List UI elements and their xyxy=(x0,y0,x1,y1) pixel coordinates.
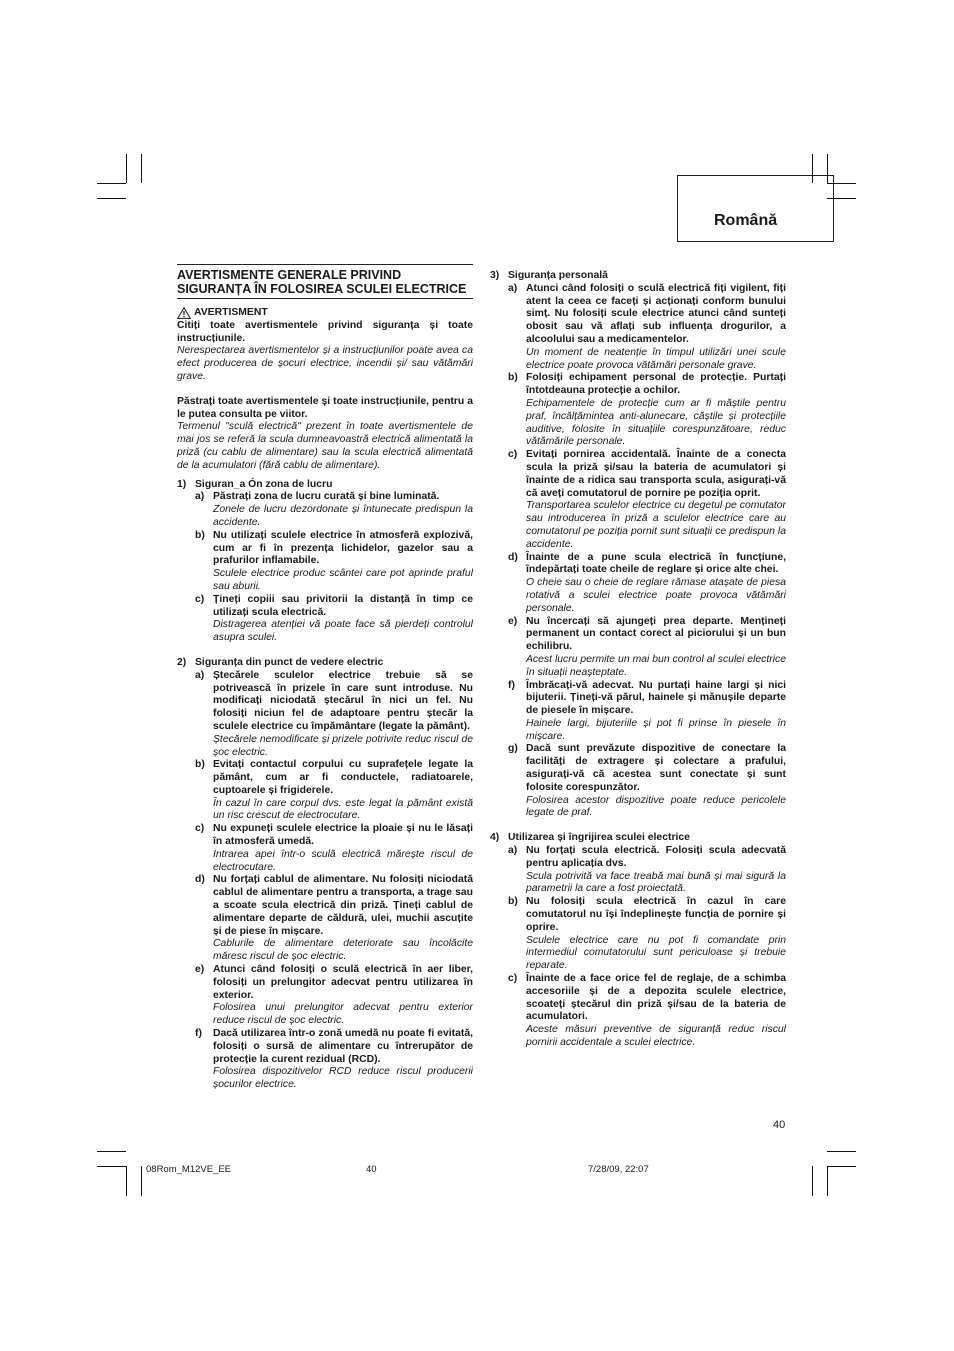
item-explanation: O cheie sau o cheie de reglare rămase atașate de piesa rotativă a sculei electrice poate provoca vătămări personale. xyxy=(526,577,786,614)
warning-italic-1: Nerespectarea avertismentelor și a instrucțiunilor poate avea ca efect producerea de șocuri electrice, incendii și/ sau vătămări grave. xyxy=(177,345,473,382)
item-explanation: Transportarea sculelor electrice cu degetul pe comutator sau introducerea în priză a sculelor electrice care au comutatorul pe poziția pornit sunt situații ce predispun la accidente. xyxy=(526,500,786,550)
section-title: AVERTISMENTE GENERALE PRIVIND SIGURANȚA ÎN FOLOSIREA SCULEI ELECTRICE xyxy=(177,264,473,299)
item-letter: c) xyxy=(195,823,205,835)
list-item xyxy=(177,1028,473,1092)
section-heading xyxy=(490,832,786,845)
item-explanation: În cazul în care corpul dvs. este legat la pământ există un risc crescut de electrocutare. xyxy=(213,797,473,822)
item-letter: b) xyxy=(508,896,518,908)
section-heading-text: Siguranța personală xyxy=(508,270,608,281)
item-instruction: Ștecărele sculelor electrice trebuie să se potrivească în prizele în care sunt introduse. Nu modificați niciodată ștecărul în nici un fel. Nu folosiți niciun fel de adaptoare pentru ștecăr la sculele electrice cu împământare (legate la pământ). xyxy=(213,669,473,732)
item-instruction: Nu folosiți scula electrică în cazul în care comutatorul nu își îndeplinește funcția de pornire și oprire. xyxy=(526,896,786,933)
item-letter: c) xyxy=(508,449,518,461)
item-instruction: Înainte de a face orice fel de reglaje, de a schimba accesoriile și de a depozita sculele electrice, scoateți ștecărul din priză și/sau de la bateria de acumulatori. xyxy=(526,973,786,1023)
section-number: 3) xyxy=(490,270,500,281)
item-instruction: Nu utilizați sculele electrice în atmosferă explozivă, cum ar fi în prezența lichidelor, gazelor sau a prafurilor inflamabile. xyxy=(213,529,473,567)
item-letter: c) xyxy=(195,593,205,605)
item-letter: c) xyxy=(508,973,518,985)
page-number: 40 xyxy=(773,1119,786,1131)
list-item xyxy=(177,670,473,760)
list-item xyxy=(177,874,473,964)
item-instruction: Evitați pornirea accidentală. Înainte de a conecta scula la priză și/sau la bateria de acumulatori și înainte de a ridica sau transporta scula, asigurați-vă că aveți comutatorul de pornire pe poziția oprit. xyxy=(526,449,786,499)
list-item xyxy=(177,530,473,594)
item-letter: d) xyxy=(508,551,518,563)
section-number: 2) xyxy=(177,656,187,668)
item-explanation: Zonele de lucru dezordonate și întunecate predispun la accidente. xyxy=(213,504,473,528)
footer-date: 7/28/09, 22:07 xyxy=(588,1164,649,1175)
item-letter: a) xyxy=(195,669,205,681)
list-item xyxy=(490,973,786,1050)
item-instruction: Țineți copiii sau privitorii la distanță în timp ce utilizați scula electrică. xyxy=(213,593,473,618)
item-instruction: Nu încercați să ajungeți prea departe. Mențineți permanent un contact corect al piciorului și un bun echilibru. xyxy=(526,615,786,653)
list-item xyxy=(490,616,786,680)
list-item xyxy=(490,743,786,820)
item-explanation: Echipamentele de protecție cum ar fi măștile pentru praf, încălțămintea anti-alunecare, căștile și protecțiile auditive, folosite în situațiile corespunzătoare, reduc vătămările personale. xyxy=(526,397,786,448)
list-item xyxy=(490,896,786,973)
item-explanation: Sculele electrice produc scântei care pot aprinde praful sau aburii. xyxy=(213,568,473,592)
item-explanation: Sculele electrice care nu pot fi comandate prin intermediul comutatorului sunt periculoase și trebuie reparate. xyxy=(526,934,786,972)
item-explanation: Cablurile de alimentare deteriorate sau încolăcite măresc riscul de șoc electric. xyxy=(213,938,473,963)
item-letter: d) xyxy=(195,874,205,886)
item-explanation: Intrarea apei într-o sculă electrică mărește riscul de electrocutare. xyxy=(213,848,473,873)
list-item xyxy=(177,759,473,823)
item-letter: b) xyxy=(195,759,205,771)
item-instruction: Păstrați zona de lucru curată și bine luminată. xyxy=(213,491,440,503)
left-column xyxy=(177,264,473,1092)
item-letter: a) xyxy=(195,491,205,503)
list-item xyxy=(490,372,786,449)
item-letter: g) xyxy=(508,743,518,755)
language-tab xyxy=(677,175,834,242)
footer-file: 08Rom_M12VE_EE xyxy=(146,1164,232,1175)
item-explanation: Aceste măsuri preventive de siguranță reduc riscul pornirii accidentale a sculei electrice. xyxy=(526,1024,786,1049)
warning-bold-1: Citiți toate avertismentele privind siguranța și toate instrucțiunile. xyxy=(177,319,473,344)
item-instruction: Înainte de a pune scula electrică în funcțiune, îndepărtați toate cheile de reglare și orice alte chei. xyxy=(526,551,786,576)
list-item xyxy=(490,552,786,616)
item-instruction: Nu forțați scula electrică. Folosiți scula adecvată pentru aplicația dvs. xyxy=(526,845,786,869)
item-letter: a) xyxy=(508,845,518,857)
item-letter: e) xyxy=(195,964,205,976)
right-column xyxy=(490,264,786,1050)
item-instruction: Dacă sunt prevăzute dispozitive de conectare la facilități de extragere și colectare a prafului, asigurați-vă că acestea sunt conectate și sunt folosite corespunzător. xyxy=(526,743,786,793)
section-heading xyxy=(177,657,473,670)
list-item xyxy=(177,823,473,874)
warning-heading xyxy=(177,307,473,320)
item-instruction: Îmbrăcați-vă adecvat. Nu purtați haine largi și nici bijuterii. Țineți-vă părul, hainele și mănușile departe de piesele în mișcare. xyxy=(526,679,786,717)
section-heading-text: Utilizarea și îngrijirea sculei electrice xyxy=(508,832,690,844)
list-item xyxy=(490,845,786,896)
item-explanation: Folosirea acestor dispozitive poate reduce pericolele legate de praf. xyxy=(526,794,786,819)
item-explanation: Scula potrivită va face treabă mai bună și mai sigură la parametrii la care a fost proiectată. xyxy=(526,870,786,895)
warning-italic-2: Termenul "sculă electrică" prezent în toate avertismentele de mai jos se referă la scula dumneavoastră electrică alimentată la priză (cu cablu de alimentare) sau la scula electrică alimentată de la acumulatori (fără cablu de alimentare). xyxy=(177,421,473,471)
item-explanation: Folosirea dispozitivelor RCD reduce riscul producerii șocurilor electrice. xyxy=(213,1066,473,1091)
item-explanation: Hainele largi, bijuteriile și pot fi prinse în piesele în mișcare. xyxy=(526,717,786,742)
item-instruction: Nu forțați cablul de alimentare. Nu folosiți niciodată cablul de alimentare pentru a transporta, a trage sau a scoate scula electrică din priză. Țineți cablul de alimentare departe de căldură, ulei, muchii ascuțite și de piese în mișcare. xyxy=(213,874,473,937)
item-letter: e) xyxy=(508,615,518,627)
item-letter: b) xyxy=(508,372,518,384)
list-item xyxy=(177,964,473,1028)
item-letter: b) xyxy=(195,529,205,541)
item-instruction: Evitați contactul corpului cu suprafețele legate la pământ, cum ar fi conductele, radiatoarele, cuptoarele și frigiderele. xyxy=(213,759,473,796)
item-instruction: Nu expuneți sculele electrice la ploaie și nu le lăsați în atmosferă umedă. xyxy=(213,823,473,848)
section-heading xyxy=(490,270,786,283)
section-heading xyxy=(177,479,473,492)
list-item xyxy=(490,680,786,744)
item-explanation: Distragerea atenției vă poate face să pierdeți controlul asupra sculei. xyxy=(213,619,473,644)
list-item xyxy=(177,491,473,529)
item-instruction: Atunci când folosiți o sculă electrică în aer liber, folosiți un prelungitor adecvat pentru utilizarea în exterior. xyxy=(213,964,473,1001)
item-explanation: Ștecărele nemodificate și prizele potrivite reduc riscul de șoc electric. xyxy=(213,733,473,758)
item-instruction: Dacă utilizarea într-o zonă umedă nu poate fi evitată, folosiți o sursă de alimentare cu întrerupător de protecție la curent rezidual (RCD). xyxy=(213,1028,473,1065)
warning-heading-text: AVERTISMENT xyxy=(194,307,268,318)
item-letter: f) xyxy=(195,1028,202,1040)
item-explanation: Folosirea unui prelungitor adecvat pentru exterior reduce riscul de șoc electric. xyxy=(213,1002,473,1027)
section-number: 4) xyxy=(490,832,500,844)
item-letter: f) xyxy=(508,679,515,691)
warning-bold-2: Păstrați toate avertismentele și toate instrucțiunile, pentru a le putea consulta pe viitor. xyxy=(177,395,473,420)
warning-triangle-icon xyxy=(177,307,191,319)
section-number: 1) xyxy=(177,478,187,490)
section-heading-text: Siguranța din punct de vedere electric xyxy=(195,656,384,668)
item-explanation: Un moment de neatenție în timpul utilizări unei scule electrice poate provoca vătămări personale grave. xyxy=(526,346,786,371)
list-item xyxy=(490,283,786,373)
item-explanation: Acest lucru permite un mai bun control al sculei electrice în situații neașteptate. xyxy=(526,653,786,678)
section-heading-text: Siguran_a Ón zona de lucru xyxy=(195,478,333,490)
item-instruction: Folosiți echipament personal de protecție. Purtați întotdeauna protecție a ochilor. xyxy=(526,372,786,397)
language-label: Română xyxy=(714,212,778,229)
item-letter: a) xyxy=(508,282,518,294)
list-item xyxy=(490,449,786,551)
item-instruction: Atunci când folosiți o sculă electrică fiți vigilent, fiți atent la ceea ce faceți și acționați conform bunului simț. Nu folosiți scule electrice atunci când sunteți obosit sau vă aflați sub influența drogurilor, a alcoolului sau a medicamentelor. xyxy=(526,282,786,345)
footer-page: 40 xyxy=(366,1164,377,1175)
list-item xyxy=(177,594,473,645)
